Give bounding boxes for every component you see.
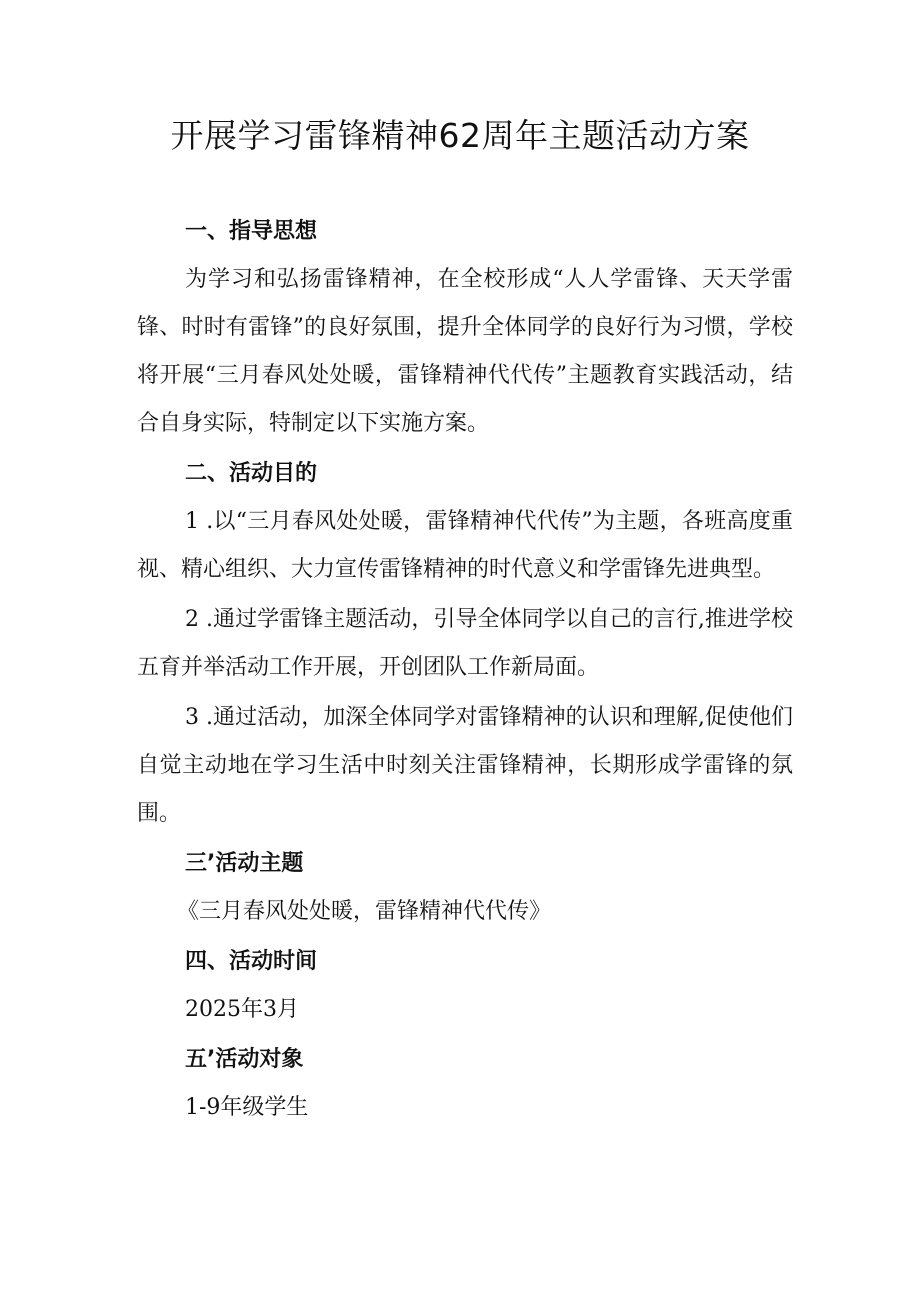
paragraph-purpose-1: 1 .以“三月春风处处暖，雷锋精神代代传”为主题，各班高度重视、精心组织、大力宣传雷锋精神的时代意义和学雷锋先进典型。 <box>137 509 793 582</box>
activity-theme-text: 《三月春风处处暖，雷锋精神代代传》 <box>177 899 552 924</box>
paragraph-purpose-3: 3 .通过活动，加深全体同学对雷锋精神的认识和理解,促使他们自觉主动地在学习生活中时刻关注雷锋精神，长期形成学雷锋的氛围。 <box>137 705 793 826</box>
section-heading-activity-purpose: 二、活动目的 <box>185 461 318 486</box>
document-title: 开展学习雷锋精神62周年主题活动方案 <box>170 116 750 155</box>
section-heading-activity-target: 五’活动对象 <box>185 1047 304 1072</box>
section-heading-activity-theme: 三’活动主题 <box>185 851 304 876</box>
section-heading-activity-time: 四、活动时间 <box>185 949 318 974</box>
document-body <box>137 208 793 1132</box>
activity-target-text: 1-9年级学生 <box>185 1095 309 1120</box>
activity-time-text: 2025年3月 <box>185 997 299 1022</box>
section-heading-guiding-ideology: 一、指导思想 <box>185 219 318 244</box>
paragraph-purpose-2: 2 .通过学雷锋主题活动，引导全体同学以自己的言行,推进学校五育并举活动工作开展，开创团队工作新局面。 <box>137 607 793 680</box>
paragraph-guiding-ideology: 为学习和弘扬雷锋精神，在全校形成“人人学雷锋、天天学雷锋、时时有雷锋”的良好氛围，提升全体同学的良好行为习惯，学校将开展“三月春风处处暖，雷锋精神代代传”主题教育实践活动，结合自身实际，特制定以下实施方案。 <box>137 267 793 436</box>
